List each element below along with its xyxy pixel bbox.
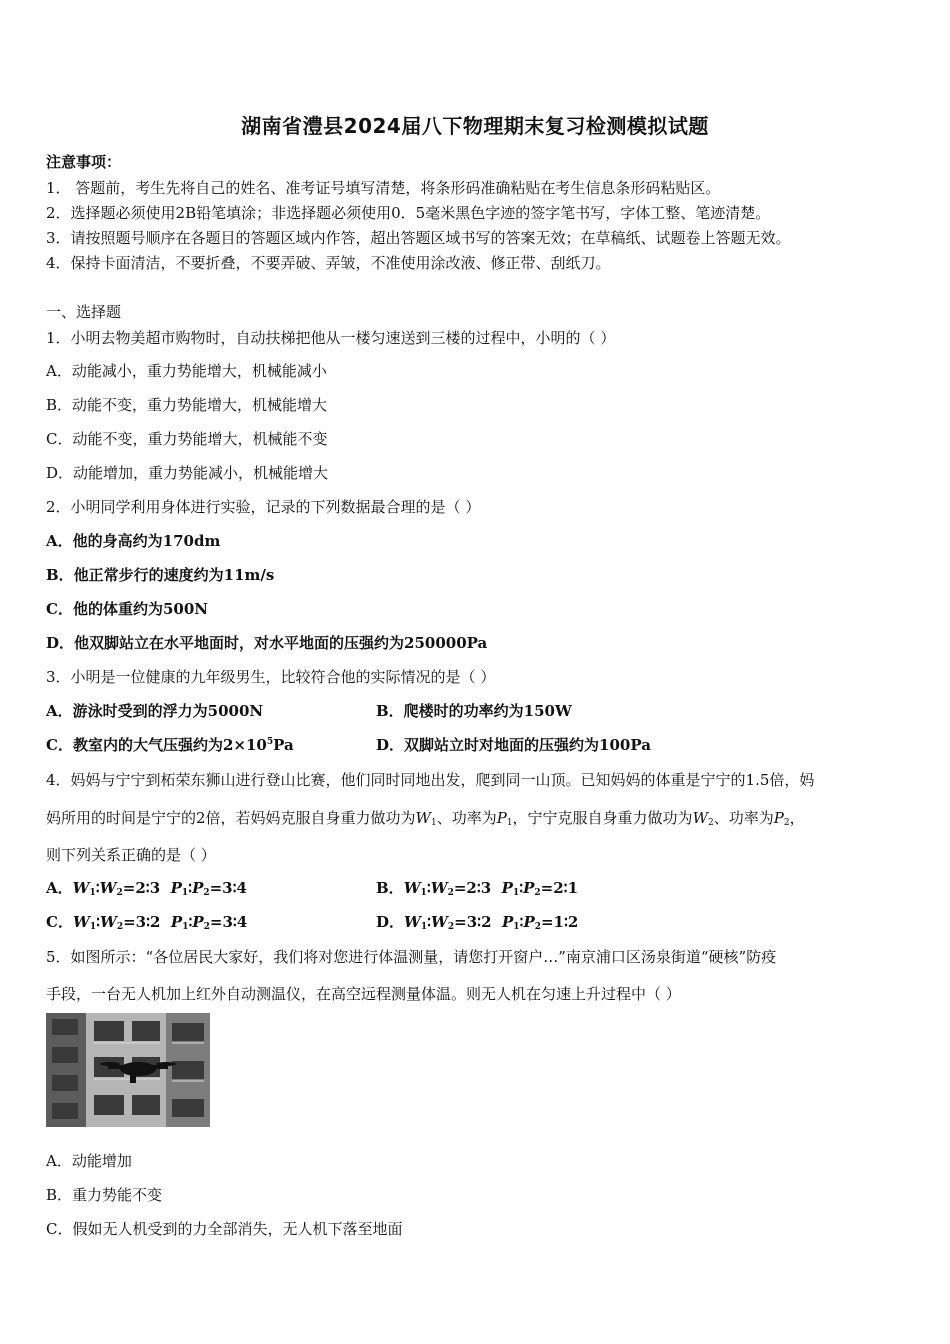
question-1-option-a: A．动能减小，重力势能增大，机械能减小 <box>46 362 327 380</box>
question-4-option-a: A．$W_1∶W_2=2∶3$ $P_1∶P_2=3∶4$ <box>46 879 247 898</box>
question-5-line-2: 手段，一台无人机加上红外自动测温仪，在高空远程测量体温。则无人机在匀速上升过程中（ ） <box>46 985 681 1003</box>
question-1-option-c: C．动能不变，重力势能增大，机械能不变 <box>46 430 328 448</box>
notice-heading: 注意事项： <box>46 153 122 171</box>
page-title: 湖南省澧县2024届八下物理期末复习检测模拟试题 <box>241 114 709 138</box>
question-2-option-d: D．他双脚站立在水平地面时，对水平地面的压强约为250000Pa <box>46 634 488 652</box>
question-4-line-1: 4．妈妈与宁宁到柘荣东狮山进行登山比赛，他们同时同地出发，爬到同一山顶。已知妈妈的体重是宁宁的1.5倍，妈 <box>46 771 815 789</box>
notice-item: 1． 答题前，考生先将自己的姓名、准考证号填写清楚，将条形码准确粘贴在考生信息条形码粘贴区。 <box>46 179 721 197</box>
question-5-option-a: A．动能增加 <box>46 1152 132 1170</box>
question-2-option-b: B．他正常步行的速度约为11m/s <box>46 566 275 584</box>
question-5-line-1: 5．如图所示：“各位居民大家好，我们将对您进行体温测量，请您打开窗户…”南京浦口区汤泉街道“硬核”防疫 <box>46 948 777 966</box>
question-1-option-d: D．动能增加，重力势能减小，机械能增大 <box>46 464 329 482</box>
question-5-option-b: B．重力势能不变 <box>46 1186 163 1204</box>
section-heading: 一、选择题 <box>46 303 122 321</box>
notice-item: 3．请按照题号顺序在各题目的答题区域内作答，超出答题区域书写的答案无效；在草稿纸、试题卷上答题无效。 <box>46 229 791 247</box>
question-4-option-c: C．$W_1∶W_2=3∶2$ $P_1∶P_2=3∶4$ <box>46 913 248 932</box>
question-3-option-a: A．游泳时受到的浮力为5000N <box>46 702 264 720</box>
question-3-option-c: C．教室内的大气压强约为$2\times 10^5Pa$ <box>46 736 294 754</box>
notice-item: 2．选择题必须使用2B铅笔填涂；非选择题必须使用0．5毫米黑色字迹的签字笔书写，字体工整、笔迹清楚。 <box>46 204 771 222</box>
drone-building-illustration <box>46 1013 210 1127</box>
question-5-option-c: C．假如无人机受到的力全部消失，无人机下落至地面 <box>46 1220 403 1238</box>
question-1-stem: 1．小明去物美超市购物时，自动扶梯把他从一楼匀速送到三楼的过程中，小明的（ ） <box>46 329 616 347</box>
question-2-option-c: C．他的体重约为500N <box>46 600 208 618</box>
question-3-option-d: D．双脚站立时对地面的压强约为100Pa <box>376 736 651 754</box>
notice-item: 4．保持卡面清洁，不要折叠，不要弄破、弄皱，不准使用涂改液、修正带、刮纸刀。 <box>46 254 611 272</box>
question-4-option-b: B．$W_1∶W_2=2∶3$ $P_1∶P_2=2∶1$ <box>376 879 579 898</box>
question-4-line-3: 则下列关系正确的是（ ） <box>46 846 216 864</box>
question-2-option-a: A．他的身高约为170dm <box>46 532 221 550</box>
question-2-stem: 2．小明同学利用身体进行实验，记录的下列数据最合理的是（ ） <box>46 498 481 516</box>
question-4-option-d: D．$W_1∶W_2=3∶2$ $P_1∶P_2=1∶2$ <box>376 913 579 932</box>
question-3-stem: 3．小明是一位健康的九年级男生，比较符合他的实际情况的是（ ） <box>46 668 496 686</box>
question-1-option-b: B．动能不变，重力势能增大，机械能增大 <box>46 396 328 414</box>
drone-building-photo <box>46 1013 210 1127</box>
question-3-option-b: B．爬楼时的功率约为150W <box>376 702 572 720</box>
question-4-line-2: 妈所用的时间是宁宁的2倍，若妈妈克服自身重力做功为$W_1$、功率为$P_1$，宁宁克服自身重力做功为$W_2$、功率为$P_2$， <box>46 809 805 828</box>
